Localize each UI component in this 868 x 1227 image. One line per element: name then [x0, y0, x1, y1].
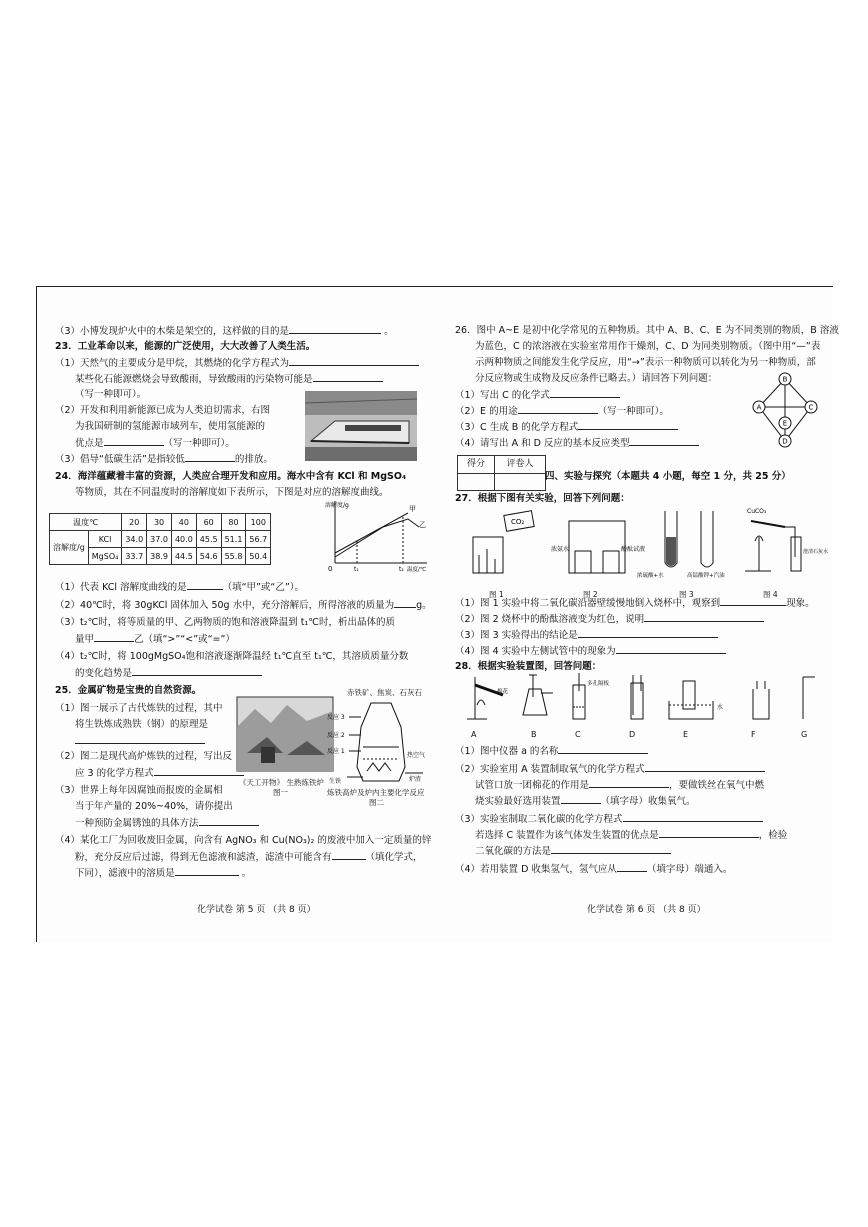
question-26-c: 示两种物质之间能发生化学反应，用“→”表示一种物质可以转化为另一种物质，部: [475, 357, 816, 368]
curve-ylabel: 溶解度/g: [325, 502, 349, 509]
water-label: 水: [717, 704, 724, 711]
question-27-title: 27．根据下图有关实验，回答下列问题：: [455, 493, 630, 504]
question-28-2-b: 试管口放一团棉花的作用是 ，要做铁丝在氧气中燃: [475, 777, 764, 793]
table-cell: 34.0: [122, 531, 147, 548]
question-26-4: （4）请写出 A 和 D 反应的基本反应类型: [455, 435, 699, 451]
question-24-3: （3）t₂℃时，将等质量的甲、乙两物质的饱和溶液降温到 t₁℃时，析出晶体的质: [55, 617, 395, 628]
figure-one-caption: 《天工开物》 生熟炼铁炉: [239, 778, 324, 787]
question-23-2-c: 优点是 （写一种即可）。: [75, 435, 235, 451]
question-27-2: （2）图 2 烧杯中的酚酞溶液变为红色，说明: [455, 611, 764, 627]
question-26-2: （2）E 的用途 （写一种即可）。: [455, 403, 669, 419]
curve-label-jia: 甲: [409, 505, 416, 513]
question-28-3: （3）实验室制取二氧化碳的化学方程式: [455, 811, 763, 827]
question-26-d: 分反应物或生成物及反应条件已略去。）请回答下列问题：: [475, 373, 718, 384]
reaction-3-label: 反应 3: [327, 714, 345, 721]
question-24-4: （4）t₂℃时，将 100gMgSO₄饱和溶液逐渐降温经 t₁℃直至 t₁℃，其溶质质量分数: [55, 651, 409, 662]
node-d: D: [782, 437, 788, 446]
table-cell: KCl: [88, 531, 122, 548]
apparatus-d: D: [629, 730, 636, 739]
question-23-2: （2）开发和利用新能源已成为人类迫切需求，右图: [55, 405, 271, 416]
table-cell: 40.0: [171, 531, 196, 548]
question-25-3: （3）世界上每年因腐蚀而报废的金属相: [55, 785, 223, 796]
table-cell: 20: [122, 514, 147, 531]
node-e: E: [782, 419, 788, 428]
figure-1-label: 图 1: [489, 590, 504, 599]
question-23-1-c: （写一种即可）。: [75, 389, 147, 400]
grader-label: 评卷人: [495, 456, 546, 474]
question-23-2-b: 为我国研制的氢能源市域列车，使用氢能源的: [75, 421, 266, 432]
exam-sheet: [36, 286, 839, 942]
apparatus-g: G: [801, 730, 808, 739]
cotton-label: 棉花: [497, 689, 509, 695]
figure-two-input: 赤铁矿、焦炭、石灰石: [347, 688, 422, 697]
question-23-title: 23．工业革命以来，能源的广泛使用，大大改善了人类生活。: [55, 341, 316, 352]
question-25-1: （1）图一展示了古代炼铁的过程，其中: [55, 703, 223, 714]
table-cell: 56.7: [246, 531, 271, 548]
relation-diagram: [745, 371, 825, 451]
question-26-b: 为蓝色，C 的浓溶液在实验室常用作干燥剂，C、D 为同类别物质。（图中用“—”表: [475, 341, 821, 352]
table-cell: 54.6: [196, 548, 221, 565]
figure-2-label: 图 2: [583, 590, 598, 599]
co2-label: CO₂: [511, 518, 525, 526]
node-c: C: [808, 403, 814, 412]
curve-t2: t₂: [399, 566, 404, 573]
apparatus-c: C: [575, 730, 581, 739]
question-26: 26．图中 A~E 是初中化学常见的五种物质。其中 A、B、C、E 为不同类别的物质，B 溶液: [455, 325, 839, 336]
hot-air-label: 热空气: [407, 752, 426, 759]
solubility-curve: [323, 497, 433, 573]
question-27-4: （4）图 4 实验中左侧试管中的现象为: [455, 643, 726, 659]
copper-carbonate-label: CuCO₃: [747, 508, 767, 515]
question-24-1: （1）代表 KCl 溶解度曲线的是 （填“甲”或“乙”）。: [55, 579, 304, 595]
table-cell: 30: [147, 514, 172, 531]
table-header: 溶解度/g: [50, 531, 89, 565]
apparatus-f: F: [751, 730, 756, 739]
question-23-1-b: 某些化石能源燃烧会导致酸雨，导致酸雨的污染物可能是: [75, 371, 383, 387]
score-box: [457, 455, 546, 491]
node-a: A: [756, 403, 762, 412]
table-cell: 40: [171, 514, 196, 531]
question-23-1: （1）天然气的主要成分是甲烷，其燃烧的化学方程式为: [55, 355, 419, 371]
question-25-title: 25．金属矿物是宝贵的自然资源。: [55, 685, 202, 696]
figure-two-caption: 炼铁高炉及炉内主要化学反应: [327, 788, 425, 797]
pig-iron-label: 生铁: [329, 778, 342, 785]
figure-one-label: 图一: [273, 788, 288, 797]
question-27-1: （1）图 1 实验中将二氧化碳沿器壁缓慢地倒入烧杯中，观察到 现象。: [455, 595, 815, 611]
table-row: [50, 531, 271, 548]
figure-two-blast-furnace: [327, 697, 431, 785]
question-27-3: （3）图 3 实验得出的结论是: [455, 627, 718, 643]
table-cell: 44.5: [171, 548, 196, 565]
question-28-2: （2）实验室用 A 装置制取氧气的化学方程式: [455, 761, 765, 777]
table-cell: 80: [221, 514, 246, 531]
figure-3-label: 图 3: [679, 590, 694, 599]
question-28-title: 28．根据实验装置图，回答问题：: [455, 661, 602, 672]
table-cell: 55.8: [221, 548, 246, 565]
sulfuric-acid-label: 浓硫酸+水: [637, 573, 664, 579]
table-cell: 60: [196, 514, 221, 531]
question-26-1: （1）写出 C 的化学式: [455, 387, 620, 403]
table-cell: 37.0: [147, 531, 172, 548]
table-cell: 33.7: [122, 548, 147, 565]
figure-one-ancient-furnace: [237, 697, 333, 771]
question-25-3-c: 一种预防金属锈蚀的具体方法: [75, 815, 259, 831]
node-b: B: [782, 375, 788, 384]
table-cell: 51.1: [221, 531, 246, 548]
question-28-4: （4）若用装置 D 收集氢气，氢气应从 （填字母）端通入。: [455, 861, 732, 877]
apparatus-a: A: [471, 730, 477, 739]
porous-plate-label: 多孔隔板: [587, 681, 610, 687]
table-cell: 38.9: [147, 548, 172, 565]
question-25-1-b: 将生铁炼成熟铁（钢）的原理是: [75, 719, 209, 730]
curve-xlabel: 温度/℃: [407, 567, 427, 573]
question-24-2: （2）40℃时，将 30gKCl 固体加入 50g 水中，充分溶解后，所得溶液的质量为 g。: [55, 597, 432, 613]
slag-label: 炉渣: [409, 776, 422, 783]
solubility-table: [49, 513, 271, 565]
section-four-title: 四、实验与探究（本题共 4 小题，每空 1 分，共 25 分）: [545, 471, 791, 482]
question-25-2-b: 应 3 的化学方程式: [75, 765, 244, 781]
phenolphthalein-label: 酚酞试液: [621, 546, 646, 553]
curve-label-yi: 乙: [419, 521, 426, 529]
table-cell: 45.5: [196, 531, 221, 548]
question-22-3: （3）小博发现炉火中的木柴是架空的，这样做的目的是 。: [55, 323, 394, 339]
question-24-b: 等物质，其在不同温度时的溶解度如下表所示，下图是对应的溶解度曲线。: [75, 487, 389, 498]
question-23-3: （3）倡导“低碳生活”是指较低 的排放。: [55, 451, 273, 467]
apparatus-e: E: [683, 730, 689, 739]
table-cell: 50.4: [246, 548, 271, 565]
figure-two-label: 图二: [369, 798, 384, 807]
ammonia-label: 浓氨水: [551, 546, 570, 553]
page-6-footer: 化学试卷 第 6 页 （共 8 页）: [587, 905, 706, 915]
question-28-3-b: 若选择 C 装置作为该气体发生装置的优点是 ，检验: [475, 827, 787, 843]
limewater-label: 澄清石灰水: [803, 549, 829, 555]
curve-origin: 0: [328, 565, 333, 573]
table-header: 温度℃: [50, 514, 122, 531]
question-24: 24．海洋蕴藏着丰富的资源，人类应合理开发和应用。海水中含有 KCl 和 MgSO₄: [55, 471, 407, 482]
table-row: [50, 514, 271, 531]
page-5-footer: 化学试卷 第 5 页 （共 8 页）: [197, 905, 316, 915]
question-28-1: （1）图中仪器 a 的名称: [455, 743, 648, 759]
answer-line: [75, 733, 205, 749]
table-cell: MgSO₄: [88, 548, 122, 565]
reaction-2-label: 反应 2: [327, 732, 345, 739]
score-label: 得分: [458, 456, 495, 474]
question-24-4-b: 的变化趋势是: [75, 665, 262, 681]
question-24-3-b: 量甲 乙（填“>”“<”或“=”）: [75, 631, 235, 647]
question-28-2-c: 烧实验最好选用装置 （填字母）收集氧气。: [475, 793, 696, 809]
permanganate-label: 高锰酸钾+汽油: [687, 573, 725, 579]
figure-4-label: 图 4: [763, 590, 778, 599]
table-cell: 100: [246, 514, 271, 531]
question-28-3-c: 二氧化碳的方法是: [475, 843, 671, 859]
reaction-1-label: 反应 1: [327, 748, 345, 755]
question-25-4: （4）某化工厂为回收废旧金属，向含有 AgNO₃ 和 Cu(NO₃)₂ 的废液中加入一定质量的锌: [55, 835, 432, 846]
question-25-4-b: 粉，充分反应后过滤，得到无色滤液和滤渣，滤渣中可能含有 （填化学式，: [75, 849, 423, 865]
hydrogen-train-photo: [305, 391, 417, 461]
curve-t1: t₁: [354, 566, 359, 573]
question-27-figures: [465, 507, 829, 587]
question-25-4-c: 下同），滤液中的溶质是 。: [75, 865, 251, 881]
question-25-3-b: 当于年产量的 20%~40%，请你提出: [75, 801, 233, 812]
question-28-apparatus: [463, 671, 823, 727]
question-25-2: （2）图二是现代高炉炼铁的过程，写出反: [55, 751, 233, 762]
apparatus-b: B: [531, 730, 537, 739]
question-26-3: （3）C 生成 B 的化学方程式: [455, 419, 678, 435]
